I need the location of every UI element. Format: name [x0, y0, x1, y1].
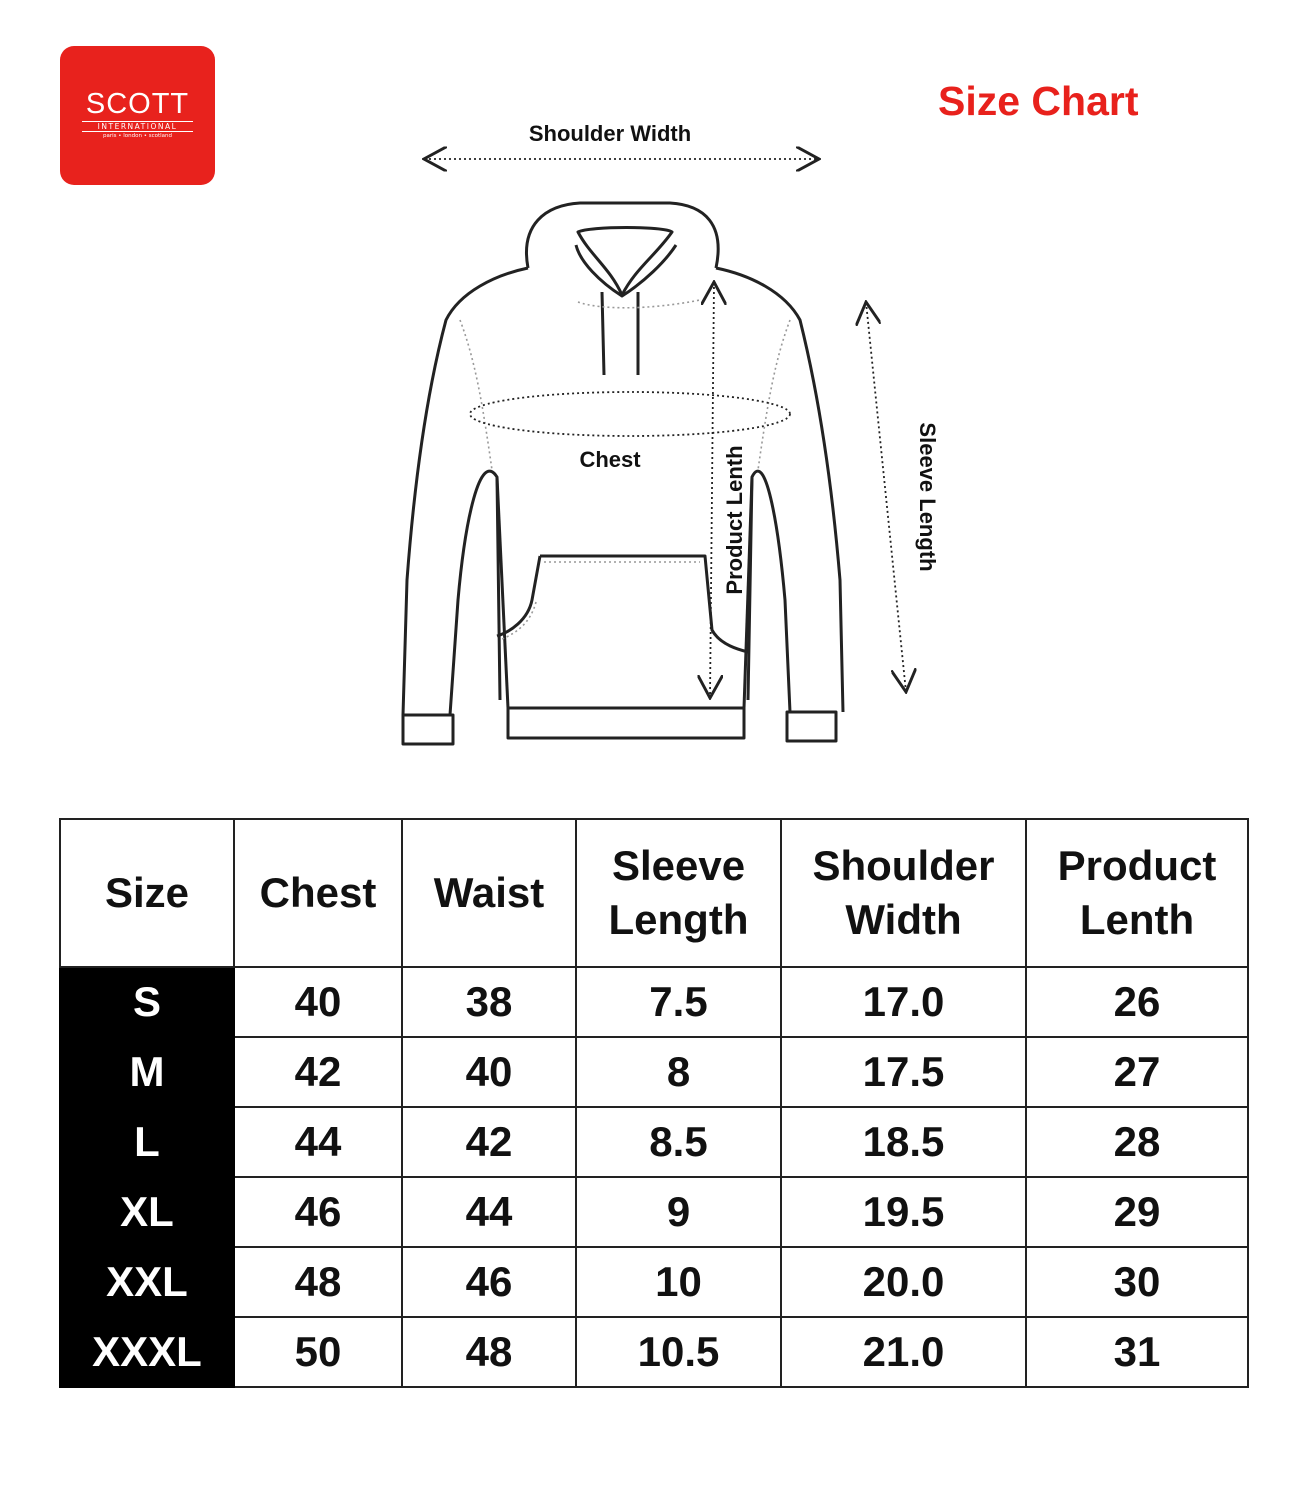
- table-row: [60, 1177, 1248, 1247]
- sleeve-length-cell: 8: [576, 1037, 781, 1107]
- waist-cell: 46: [402, 1247, 576, 1317]
- product-length-cell: 26: [1026, 967, 1248, 1037]
- table-row: [60, 1247, 1248, 1317]
- waist-cell: 38: [402, 967, 576, 1037]
- shoulder-width-cell: 21.0: [781, 1317, 1026, 1387]
- size-table: [59, 818, 1249, 1388]
- chest-cell: 40: [234, 967, 402, 1037]
- shoulder-width-label: Shoulder Width: [528, 121, 692, 146]
- waist-cell: 42: [402, 1107, 576, 1177]
- shoulder-width-cell: 17.0: [781, 967, 1026, 1037]
- header-chest: Chest: [234, 819, 402, 967]
- waist-cell: 40: [402, 1037, 576, 1107]
- chest-cell: 46: [234, 1177, 402, 1247]
- chest-cell: 42: [234, 1037, 402, 1107]
- hoodie-outline: [403, 203, 843, 744]
- brand-tagline: paris • london • scotland: [102, 133, 172, 139]
- chest-measure-line: [470, 392, 790, 436]
- header-shoulder-width: Shoulder Width: [781, 819, 1026, 967]
- page-title: Size Chart: [938, 78, 1139, 124]
- header-sleeve-length: Sleeve Length: [576, 819, 781, 967]
- chest-cell: 44: [234, 1107, 402, 1177]
- size-cell: L: [60, 1107, 234, 1177]
- chest-cell: 48: [234, 1247, 402, 1317]
- header-size: Size: [60, 819, 234, 967]
- size-cell: XL: [60, 1177, 234, 1247]
- table-row: [60, 1317, 1248, 1387]
- sleeve-length-cell: 8.5: [576, 1107, 781, 1177]
- sleeve-length-cell: 10: [576, 1247, 781, 1317]
- header-waist: Waist: [402, 819, 576, 967]
- size-cell: M: [60, 1037, 234, 1107]
- chest-label: Chest: [579, 447, 641, 472]
- shoulder-width-cell: 20.0: [781, 1247, 1026, 1317]
- brand-name: SCOTT: [85, 88, 190, 120]
- sleeve-length-cell: 7.5: [576, 967, 781, 1037]
- table-header-row: [60, 819, 1248, 967]
- header-product-length: Product Lenth: [1026, 819, 1248, 967]
- waist-cell: 44: [402, 1177, 576, 1247]
- table-row: [60, 967, 1248, 1037]
- sleeve-length-cell: 10.5: [576, 1317, 781, 1387]
- product-length-label: Product Lenth: [722, 445, 747, 595]
- shoulder-width-cell: 19.5: [781, 1177, 1026, 1247]
- product-length-cell: 29: [1026, 1177, 1248, 1247]
- table-row: [60, 1107, 1248, 1177]
- product-length-cell: 27: [1026, 1037, 1248, 1107]
- table-row: [60, 1037, 1248, 1107]
- product-length-cell: 30: [1026, 1247, 1248, 1317]
- shoulder-width-cell: 18.5: [781, 1107, 1026, 1177]
- product-length-cell: 28: [1026, 1107, 1248, 1177]
- chest-cell: 50: [234, 1317, 402, 1387]
- waist-cell: 48: [402, 1317, 576, 1387]
- size-cell: S: [60, 967, 234, 1037]
- shoulder-width-cell: 17.5: [781, 1037, 1026, 1107]
- brand-subtitle: INTERNATIONAL: [82, 121, 193, 132]
- size-cell: XXL: [60, 1247, 234, 1317]
- size-cell: XXXL: [60, 1317, 234, 1387]
- sleeve-length-arrow: [866, 302, 906, 692]
- product-length-arrow: [710, 282, 714, 698]
- sleeve-length-label: Sleeve Length: [915, 422, 940, 572]
- sleeve-length-cell: 9: [576, 1177, 781, 1247]
- product-length-cell: 31: [1026, 1317, 1248, 1387]
